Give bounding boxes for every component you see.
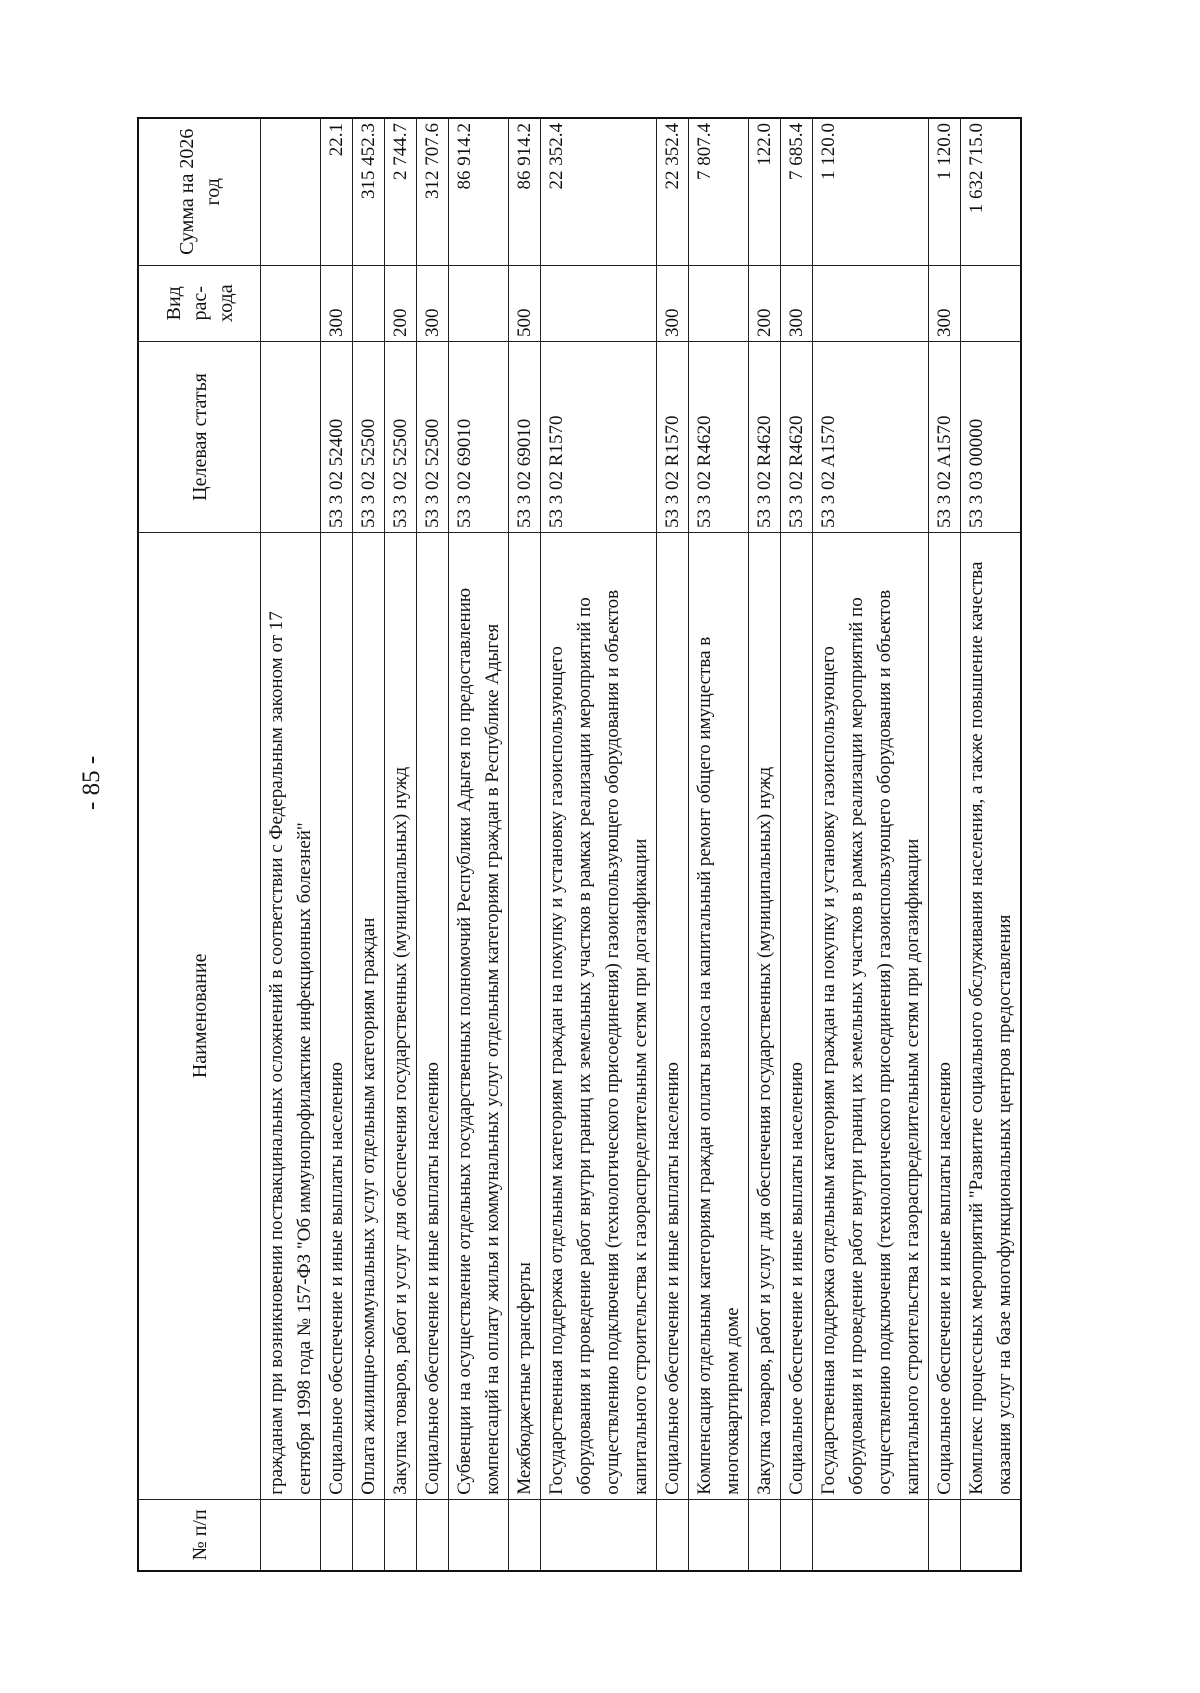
cell-kind: 300 <box>657 265 689 341</box>
cell-target <box>261 341 321 532</box>
table-header-row <box>138 118 261 1571</box>
cell-kind: 200 <box>749 265 781 341</box>
cell-sum: 7 685.4 <box>781 118 813 265</box>
cell-name: Закупка товаров, работ и услуг для обеспечения государственных (муниципальных) нужд <box>385 532 417 1499</box>
table-row <box>417 118 449 1571</box>
cell-name: Социальное обеспечение и иные выплаты населению <box>657 532 689 1499</box>
cell-target: 53 3 02 R4620 <box>749 341 781 532</box>
cell-no <box>509 1499 541 1571</box>
cell-kind <box>449 265 509 341</box>
table-row <box>929 118 961 1571</box>
cell-name: Социальное обеспечение и иные выплаты населению <box>417 532 449 1499</box>
cell-no <box>321 1499 353 1571</box>
header-kind: Вид рас-хода <box>138 265 261 341</box>
table-row <box>657 118 689 1571</box>
cell-sum: 122.0 <box>749 118 781 265</box>
cell-name: Субвенции на осуществление отдельных государственных полномочий Республики Адыгея по предоставлению компенсаций на оплату жилья и коммунальных услуг отдельным категориям граждан в Республике Адыгея <box>449 532 509 1499</box>
cell-target: 53 3 02 R4620 <box>781 341 813 532</box>
cell-sum: 22.1 <box>321 118 353 265</box>
cell-name: Межбюджетные трансферты <box>509 532 541 1499</box>
cell-kind: 300 <box>781 265 813 341</box>
cell-name: Государственная поддержка отдельным категориям граждан на покупку и установку газоиспользующего оборудования и проведение работ внутри границ их земельных участков в рамках реализации мероприятий по осуществлению подключения (технологического присоединения) газоиспользующего оборудования и объектов капитального строительства к газораспределительным сетям при догазификации <box>541 532 657 1499</box>
table-row <box>689 118 749 1571</box>
cell-sum: 22 352.4 <box>541 118 657 265</box>
cell-kind <box>961 265 1022 341</box>
table-row <box>353 118 385 1571</box>
cell-kind <box>353 265 385 341</box>
cell-sum: 86 914.2 <box>509 118 541 265</box>
cell-name: Государственная поддержка отдельным категориям граждан на покупку и установку газоиспользующего оборудования и проведение работ внутри границ их земельных участков в рамках реализации мероприятий по осуществлению подключения (технологического присоединения) газоиспользующего оборудования и объектов капитального строительства к газораспределительным сетям при догазификации <box>813 532 929 1499</box>
cell-name: Социальное обеспечение и иные выплаты населению <box>781 532 813 1499</box>
cell-target: 53 3 02 52500 <box>353 341 385 532</box>
cell-target: 53 3 02 69010 <box>509 341 541 532</box>
cell-kind <box>813 265 929 341</box>
table-row <box>385 118 417 1571</box>
page-number: - 85 - <box>78 755 105 810</box>
header-no: № п/п <box>138 1499 261 1571</box>
table-row <box>961 118 1022 1571</box>
cell-kind <box>689 265 749 341</box>
cell-no <box>781 1499 813 1571</box>
cell-kind: 500 <box>509 265 541 341</box>
cell-target: 53 3 02 A1570 <box>813 341 929 532</box>
cell-sum: 22 352.4 <box>657 118 689 265</box>
table-row <box>749 118 781 1571</box>
cell-no <box>961 1499 1022 1571</box>
cell-target: 53 3 02 52500 <box>417 341 449 532</box>
cell-no <box>417 1499 449 1571</box>
cell-target: 53 3 02 69010 <box>449 341 509 532</box>
cell-name: Социальное обеспечение и иные выплаты населению <box>929 532 961 1499</box>
cell-kind: 300 <box>321 265 353 341</box>
table-row <box>781 118 813 1571</box>
cell-name: Компенсация отдельным категориям граждан оплаты взноса на капитальный ремонт общего имущества в многоквартирном доме <box>689 532 749 1499</box>
cell-no <box>813 1499 929 1571</box>
cell-sum: 1 632 715.0 <box>961 118 1022 265</box>
cell-kind <box>541 265 657 341</box>
cell-no <box>689 1499 749 1571</box>
cell-target: 53 3 02 52500 <box>385 341 417 532</box>
cell-target: 53 3 02 R4620 <box>689 341 749 532</box>
cell-name: Закупка товаров, работ и услуг для обеспечения государственных (муниципальных) нужд <box>749 532 781 1499</box>
cell-no <box>353 1499 385 1571</box>
table-row <box>813 118 929 1571</box>
header-sum: Сумма на 2026 год <box>138 118 261 265</box>
table-row <box>541 118 657 1571</box>
cell-sum: 2 744.7 <box>385 118 417 265</box>
cell-name: Социальное обеспечение и иные выплаты населению <box>321 532 353 1499</box>
cell-name: гражданам при возникновении поствакцинальных осложнений в соответствии с Федеральным законом от 17 сентября 1998 года № 157-ФЗ "Об иммунопрофилактике инфекционных болезней" <box>261 532 321 1499</box>
cell-name: Оплата жилищно-коммунальных услуг отдельным категориям граждан <box>353 532 385 1499</box>
cell-sum: 315 452.3 <box>353 118 385 265</box>
cell-target: 53 3 02 R1570 <box>657 341 689 532</box>
cell-target: 53 3 02 R1570 <box>541 341 657 532</box>
table-body <box>261 118 1022 1571</box>
table-row <box>321 118 353 1571</box>
cell-sum: 86 914.2 <box>449 118 509 265</box>
rotated-table-container <box>137 117 1057 1572</box>
header-target: Целевая статья <box>138 341 261 532</box>
budget-table <box>137 117 1022 1572</box>
cell-no <box>449 1499 509 1571</box>
cell-sum: 1 120.0 <box>929 118 961 265</box>
cell-target: 53 3 02 A1570 <box>929 341 961 532</box>
cell-name: Комплекс процессных мероприятий "Развитие социального обслуживания населения, а также повышение качества оказания услуг на базе многофункциональных центров предоставления <box>961 532 1022 1499</box>
cell-target: 53 3 03 00000 <box>961 341 1022 532</box>
cell-no <box>541 1499 657 1571</box>
table-row <box>449 118 509 1571</box>
cell-kind: 300 <box>929 265 961 341</box>
cell-sum: 7 807.4 <box>689 118 749 265</box>
cell-kind: 300 <box>417 265 449 341</box>
table-row <box>509 118 541 1571</box>
cell-no <box>385 1499 417 1571</box>
cell-target: 53 3 02 52400 <box>321 341 353 532</box>
cell-kind <box>261 265 321 341</box>
header-name: Наименование <box>138 532 261 1499</box>
table-row <box>261 118 321 1571</box>
cell-no <box>657 1499 689 1571</box>
cell-no <box>261 1499 321 1571</box>
cell-sum <box>261 118 321 265</box>
cell-sum: 1 120.0 <box>813 118 929 265</box>
cell-no <box>749 1499 781 1571</box>
cell-no <box>929 1499 961 1571</box>
cell-kind: 200 <box>385 265 417 341</box>
cell-sum: 312 707.6 <box>417 118 449 265</box>
